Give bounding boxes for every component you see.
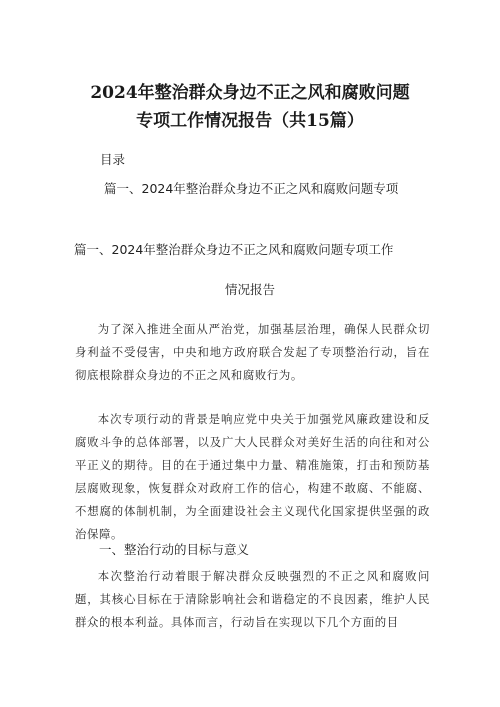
toc-item[interactable]: 篇一、2024年整治群众身边不正之风和腐败问题专项 bbox=[104, 181, 399, 196]
toc-heading: 目录 bbox=[100, 152, 126, 167]
document-title-line-2: 专项工作情况报告（共15篇） bbox=[136, 111, 364, 131]
body-paragraph-2: 本次专项行动的背景是响应党中央关于加强党风廉政建设和反腐败斗争的总体部署，以及广大人民群众对美好生活的向往和对公平正义的期待。目的在于通过集中力量、精准施策，打击和预防基层腐败现象，恢复群众对政府工作的信心，构建不敢腐、不能腐、不想腐的体制机制，为全面建设社会主义现代化国家提供坚强的政治保障。 bbox=[75, 412, 430, 541]
subheading-goals: 一、整治行动的目标与意义 bbox=[99, 542, 250, 557]
document-title-line-1: 2024年整治群众身边不正之风和腐败问题 bbox=[90, 83, 410, 103]
body-paragraph-3: 本次整治行动着眼于解决群众反映强烈的不正之风和腐败问题，其核心目标在于清除影响社会和谐稳定的不良因素，维护人民群众的根本利益。具体而言，行动旨在实现以下几个方面的目 bbox=[75, 569, 430, 629]
section-title-line-1: 篇一、2024年整治群众身边不正之风和腐败问题专项工作 bbox=[74, 242, 394, 257]
body-paragraph-1: 为了深入推进全面从严治党，加强基层治理，确保人民群众切身利益不受侵害，中央和地方政府联合发起了专项整治行动，旨在彻底根除群众身边的不正之风和腐败行为。 bbox=[75, 322, 430, 382]
section-title-line-2: 情况报告 bbox=[224, 282, 275, 297]
